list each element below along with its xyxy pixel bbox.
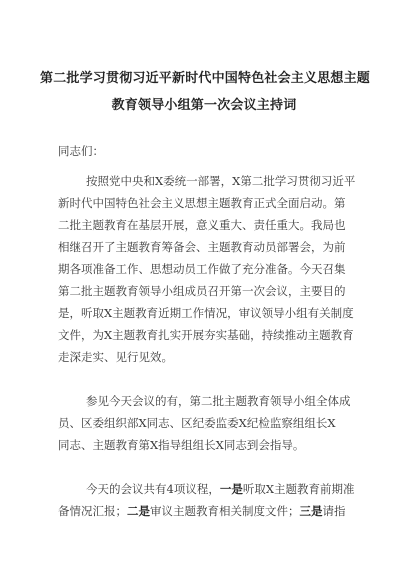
paragraph-2-line: 员、区委组织部X同志、区纪委监委X纪检监察组组长X (58, 416, 336, 430)
paragraph-1-line: 是，听取X主题教育近期工作情况，审议领导小组有关制度 (58, 306, 354, 320)
paragraph-1-line: 第二批主题教育领导小组成员召开第一次会议，主要目的 (58, 284, 346, 298)
paragraph-3-line-2 (58, 506, 346, 518)
paragraph-1-line: 相继召开了主题教育筹备会、主题教育动员部署会，为前 (58, 240, 346, 254)
agenda-marker-one: 一是 (219, 482, 243, 496)
document-title-line-1: 第二批学习贯彻习近平新时代中国特色社会主义思想主题 (40, 71, 371, 86)
paragraph-1-line: 走深走实、见行见效。 (58, 350, 173, 364)
paragraph-3-text: 备情况汇报； (58, 504, 127, 518)
paragraph-3-text: 请指 (322, 504, 346, 518)
paragraph-1-line: 二批主题教育在基层开展，意义重大、责任重大。我局也 (58, 218, 346, 232)
paragraph-1-line: 新时代中国特色社会主义思想主题教育正式全面启动。第 (58, 196, 346, 210)
agenda-marker-two: 二是 (127, 504, 150, 518)
paragraph-3-text: 听取X主题教育前期准 (242, 482, 355, 496)
document-title-line-2: 教育领导小组第一次会议主持词 (111, 98, 297, 113)
paragraph-3-line-1 (86, 484, 355, 496)
paragraph-3-text: 审议主题教育相关制度文件； (150, 504, 300, 518)
agenda-marker-three: 三是 (299, 504, 323, 518)
salutation: 同志们： (58, 144, 104, 158)
paragraph-1-line: 期各项准备工作、思想动员工作做了充分准备。今天召集 (58, 262, 346, 276)
paragraph-2-line: 参见今天会议的有，第二批主题教育领导小组全体成 (86, 394, 351, 408)
paragraph-1-line: 文件，为X主题教育扎实开展夯实基础，持续推动主题教育 (58, 328, 354, 342)
paragraph-3-text: 今天的会议共有4项议程， (86, 482, 220, 496)
paragraph-2-line: 同志、主题教育第X指导组组长X同志到会指导。 (58, 438, 305, 452)
paragraph-1-line: 按照党中央和X委统一部署，X第二批学习贯彻习近平 (86, 174, 356, 188)
